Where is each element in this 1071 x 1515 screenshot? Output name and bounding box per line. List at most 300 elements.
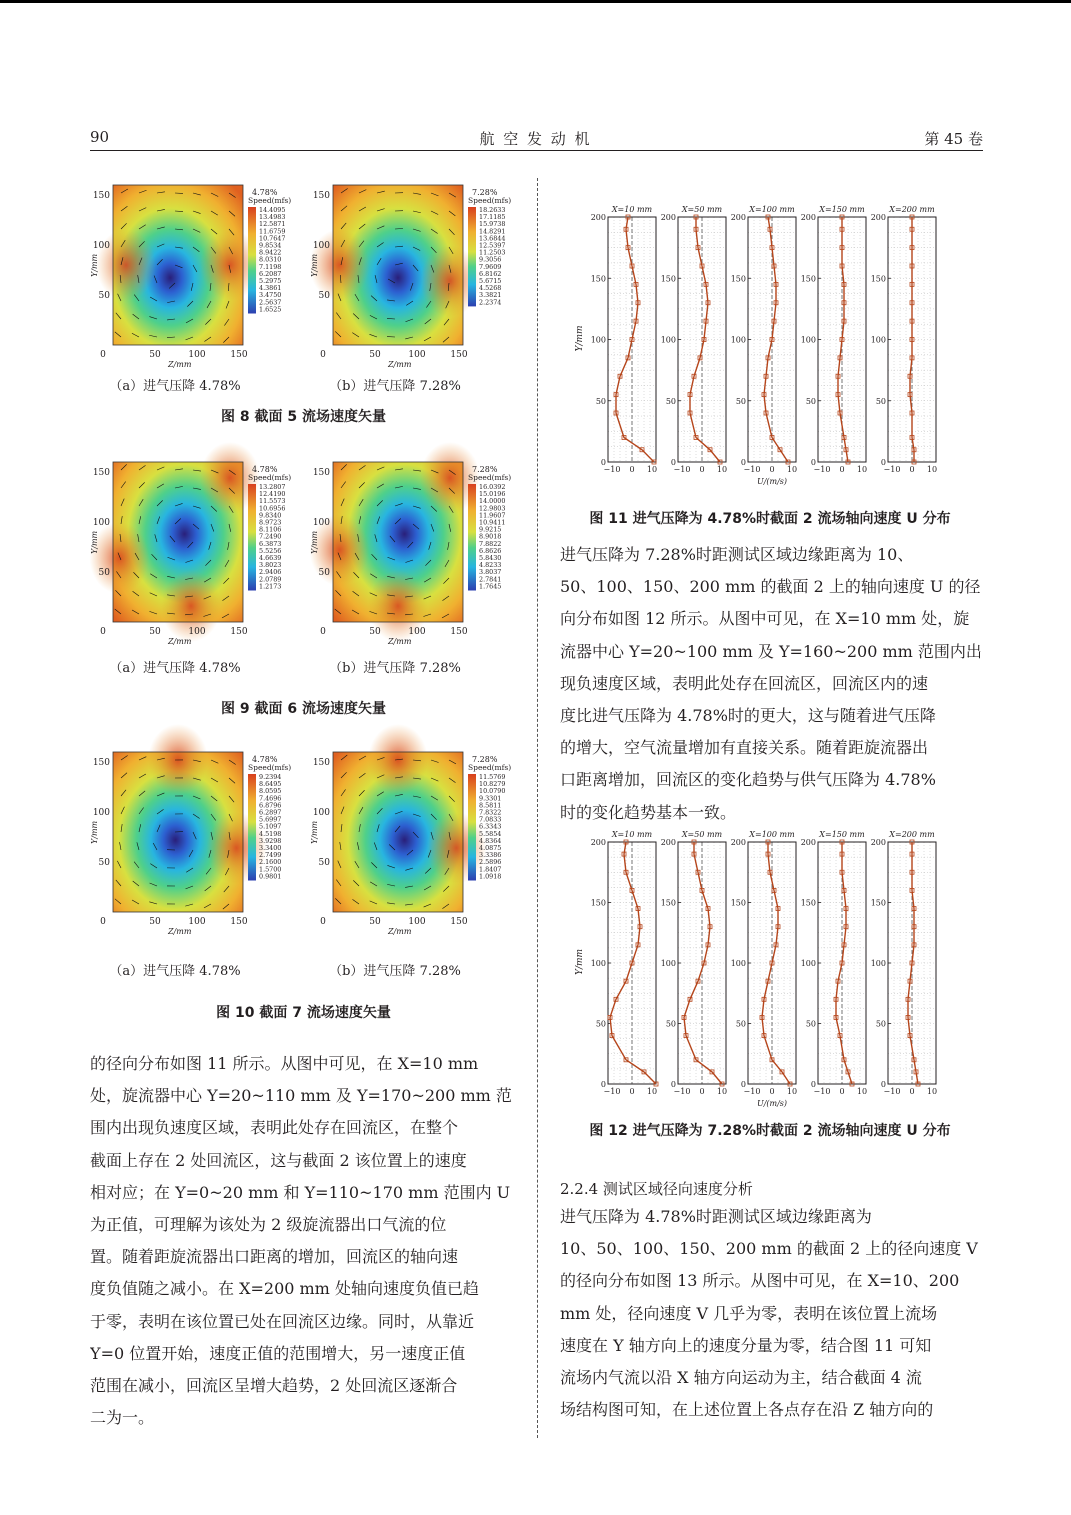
- x-tick-label: 0: [699, 1087, 705, 1096]
- legend-value: 10.9411: [479, 518, 506, 527]
- y-tick-label: 200: [800, 838, 816, 847]
- x-axis-label: U/(m/s): [756, 1099, 788, 1108]
- y-tick-label: 200: [660, 213, 676, 222]
- y-tick-label: 150: [312, 758, 330, 768]
- paragraph-line: 场结构图可知，在上述位置上各点存在沿 Z 轴方向的: [560, 1400, 934, 1420]
- y-tick-label: 100: [92, 241, 110, 251]
- x-tick-label: 100: [188, 350, 206, 360]
- legend-value: 7.1198: [259, 262, 282, 271]
- figure8-caption: 图 8 截面 5 流场速度矢量: [221, 409, 386, 425]
- legend-value: 6.8162: [479, 269, 502, 278]
- legend-value: 5.5256: [259, 546, 282, 555]
- x-axis-label: Z/mm: [168, 927, 192, 936]
- legend-value: 10.8279: [479, 780, 506, 789]
- legend-value: 4.6639: [259, 554, 282, 562]
- y-tick-label: 100: [660, 959, 676, 968]
- legend-value: 9.8340: [259, 511, 282, 520]
- y-tick-label: 0: [880, 458, 886, 467]
- x-tick-label: 150: [230, 627, 248, 637]
- panel-title: X=10 mm: [611, 830, 653, 839]
- x-tick-label: 0: [320, 627, 326, 637]
- paragraph-line: 进气压降为 7.28%时距测试区域边缘距离为 10、: [560, 545, 914, 564]
- paragraph-line: 置。随着距旋流器出口距离的增加，回流区的轴向速: [90, 1247, 459, 1267]
- x-tick-label: 10: [716, 1087, 728, 1096]
- y-tick-label: 200: [800, 213, 816, 222]
- y-tick-label: 150: [92, 468, 110, 478]
- legend-value: 3.4750: [259, 291, 282, 300]
- y-tick-label: 50: [875, 396, 886, 406]
- figure8-panel-a: [90, 185, 295, 369]
- legend-unit: Speed(mfs): [248, 196, 292, 205]
- legend-value: 4.5268: [479, 284, 502, 293]
- y-axis-label: Y/mm: [310, 820, 319, 844]
- figure10-panel-b: [310, 752, 515, 936]
- legend-value: 5.1097: [259, 822, 282, 831]
- page-number: 90: [90, 128, 110, 146]
- legend-unit: Speed(mfs): [248, 763, 292, 772]
- figure8-panel-b: [310, 185, 515, 369]
- y-tick-label: 150: [590, 898, 606, 908]
- y-tick-label: 150: [800, 274, 816, 284]
- legend-value: 3.8037: [479, 568, 502, 577]
- volume-label: 第 45 卷: [924, 130, 983, 148]
- y-tick-label: 150: [870, 274, 886, 284]
- x-tick-label: −10: [603, 465, 621, 474]
- legend-value: 2.7499: [259, 851, 282, 860]
- x-tick-label: 0: [629, 465, 635, 474]
- profile-panel: [661, 830, 727, 1096]
- legend-value: 11.2503: [479, 248, 506, 257]
- y-tick-label: 200: [730, 213, 746, 222]
- panel-title: X=150 mm: [819, 205, 865, 214]
- legend-value: 12.5871: [259, 220, 286, 229]
- x-tick-label: −10: [813, 465, 831, 474]
- figure9-caption: 图 9 截面 6 流场速度矢量: [221, 701, 386, 717]
- x-axis-label: U/(m/s): [756, 477, 788, 486]
- header-rule: [90, 150, 983, 151]
- legend-value: 12.4190: [259, 490, 286, 499]
- y-tick-label: 0: [810, 1080, 816, 1089]
- figure10-caption: 图 10 截面 7 流场速度矢量: [216, 1005, 391, 1021]
- legend-value: 0.9801: [259, 872, 282, 881]
- y-tick-label: 50: [805, 396, 816, 406]
- x-tick-label: 10: [646, 1087, 658, 1096]
- y-tick-label: 100: [800, 959, 816, 968]
- y-tick-label: 50: [595, 396, 606, 406]
- paragraph-line: 进气压降为 4.78%时距测试区域边缘距离为: [560, 1207, 872, 1226]
- y-tick-label: 100: [312, 241, 330, 251]
- y-tick-label: 100: [312, 808, 330, 818]
- subcaption: （b）进气压降 7.28%: [329, 661, 461, 676]
- x-tick-label: 0: [769, 1087, 775, 1096]
- subcaption: （a）进气压降 4.78%: [109, 379, 241, 394]
- legend-value: 18.2633: [479, 206, 506, 214]
- figure-11-caption: 图 11 进气压降为 4.78%时截面 2 流场轴向速度 U 分布: [589, 511, 951, 527]
- paragraph-line: 度比进气压降为 4.78%时的更大，这与随着进气压降: [560, 705, 936, 725]
- figure-12: [560, 820, 980, 1110]
- legend-title: 4.78%: [252, 465, 278, 474]
- panel-title: X=100 mm: [749, 205, 795, 214]
- x-tick-label: −10: [813, 1087, 831, 1096]
- y-tick-label: 100: [730, 335, 746, 345]
- y-tick-label: 0: [670, 458, 676, 467]
- legend-value: 9.9215: [479, 525, 502, 534]
- legend-value: 1.7645: [479, 582, 502, 591]
- legend-value: 10.7647: [259, 234, 286, 243]
- legend-value: 4.8233: [479, 561, 502, 570]
- y-tick-label: 50: [735, 1019, 746, 1029]
- y-tick-label: 0: [600, 458, 606, 467]
- profile-panel: [871, 830, 937, 1096]
- left-paragraph: [90, 1048, 517, 1434]
- legend-title: 7.28%: [472, 755, 498, 764]
- y-tick-label: 100: [590, 959, 606, 968]
- x-tick-label: 0: [320, 917, 326, 927]
- y-tick-label: 150: [800, 898, 816, 908]
- legend-value: 13.6844: [479, 234, 506, 243]
- legend-value: 12.9803: [479, 504, 506, 513]
- legend-value: 7.0833: [479, 815, 502, 824]
- paragraph-line: 相对应；在 Y=0~20 mm 和 Y=110~170 mm 范围内 U: [90, 1182, 511, 1202]
- legend-unit: Speed(mfs): [468, 763, 512, 772]
- x-axis-label: Z/mm: [388, 360, 412, 369]
- x-tick-label: 0: [320, 350, 326, 360]
- legend-value: 6.8626: [479, 546, 502, 555]
- legend-value: 8.5811: [479, 801, 502, 810]
- x-tick-label: 10: [856, 465, 868, 474]
- profile-panel: [591, 205, 657, 474]
- y-tick-label: 50: [595, 1019, 606, 1029]
- profile-panel: [801, 205, 867, 474]
- legend-value: 1.8407: [479, 865, 502, 874]
- legend-title: 4.78%: [252, 188, 278, 197]
- y-tick-label: 100: [92, 518, 110, 528]
- paragraph-line: 口距离增加，回流区的变化趋势与供气压降为 4.78%: [560, 770, 936, 790]
- legend-value: 15.0196: [479, 490, 506, 499]
- x-tick-label: 0: [839, 1087, 845, 1096]
- legend-unit: Speed(mfs): [248, 473, 292, 482]
- legend-value: 6.8796: [259, 801, 282, 810]
- legend-value: 14.8291: [479, 227, 506, 236]
- y-tick-label: 0: [740, 1080, 746, 1089]
- legend-value: 6.2087: [259, 269, 282, 278]
- panel-title: X=100 mm: [749, 830, 795, 839]
- x-tick-label: −10: [743, 1087, 761, 1096]
- panel-title: X=10 mm: [611, 205, 653, 214]
- x-tick-label: 10: [646, 465, 658, 474]
- journal-title: 航 空 发 动 机: [479, 130, 592, 148]
- y-tick-label: 200: [730, 838, 746, 847]
- panel-title: X=200 mm: [889, 830, 935, 839]
- x-tick-label: 150: [450, 917, 468, 927]
- y-tick-label: 0: [740, 458, 746, 467]
- paragraph-line: 流场内气流以沿 X 轴方向运动为主，结合截面 4 流: [560, 1367, 922, 1387]
- y-tick-label: 150: [730, 898, 746, 908]
- y-tick-label: 150: [870, 898, 886, 908]
- y-tick-label: 50: [318, 568, 330, 578]
- legend-value: 6.3343: [479, 822, 502, 831]
- subcaption: （a）进气压降 4.78%: [109, 964, 241, 979]
- legend-value: 4.3861: [259, 284, 282, 293]
- legend-value: 5.6715: [479, 277, 502, 285]
- y-tick-label: 150: [730, 274, 746, 284]
- legend-unit: Speed(mfs): [468, 473, 512, 482]
- y-axis-label: Y/mm: [575, 948, 585, 975]
- legend-value: 8.9422: [259, 248, 282, 257]
- legend-value: 11.9607: [479, 511, 506, 520]
- y-axis-label: Y/mm: [90, 253, 99, 277]
- legend-value: 9.8534: [259, 241, 282, 250]
- y-axis-label: Y/mm: [90, 820, 99, 844]
- y-tick-label: 50: [665, 396, 676, 406]
- legend-value: 7.4696: [259, 794, 282, 803]
- paragraph-line: 10、50、100、150、200 mm 的截面 2 上的径向速度 V: [560, 1239, 978, 1259]
- paragraph-line: 现负速度区域，表明此处存在回流区，回流区内的速: [560, 673, 929, 693]
- x-tick-label: 10: [716, 465, 728, 474]
- y-tick-label: 0: [880, 1080, 886, 1089]
- paragraph-line: Y=0 位置开始，速度正值的范围增大，另一速度正值: [90, 1343, 466, 1363]
- x-tick-label: 150: [450, 350, 468, 360]
- x-tick-label: 50: [369, 917, 381, 927]
- legend-value: 14.4095: [259, 206, 286, 214]
- legend-value: 16.0392: [479, 483, 506, 491]
- x-tick-label: 0: [100, 350, 106, 360]
- legend-value: 4.8364: [479, 836, 502, 845]
- legend-value: 8.9018: [479, 532, 502, 541]
- subcaption: （b）进气压降 7.28%: [329, 964, 461, 979]
- legend-value: 10.6956: [259, 504, 286, 513]
- legend-value: 2.5637: [259, 298, 282, 307]
- paragraph-line: 围内出现负速度区域，表明此处存在回流区，在整个: [90, 1118, 459, 1138]
- profile-panel: [661, 205, 727, 474]
- legend-value: 2.5896: [479, 858, 502, 867]
- x-tick-label: 50: [369, 627, 381, 637]
- x-tick-label: 150: [230, 350, 248, 360]
- y-tick-label: 50: [805, 1019, 816, 1029]
- y-tick-label: 200: [870, 213, 886, 222]
- y-tick-label: 100: [312, 518, 330, 528]
- legend-value: 5.6997: [259, 815, 282, 824]
- x-tick-label: 100: [408, 627, 426, 637]
- right-paragraph-1: [560, 539, 983, 829]
- panel-title: X=150 mm: [819, 830, 865, 839]
- profile-panel: [591, 830, 658, 1096]
- subcaption: （a）进气压降 4.78%: [109, 661, 241, 676]
- y-tick-label: 50: [735, 396, 746, 406]
- profile-panel: [731, 205, 797, 474]
- legend-value: 2.7841: [479, 575, 502, 584]
- legend-value: 3.3400: [259, 844, 282, 852]
- y-tick-label: 0: [600, 1080, 606, 1089]
- legend-value: 3.9298: [259, 836, 282, 845]
- y-tick-label: 150: [92, 191, 110, 201]
- y-tick-label: 50: [875, 1019, 886, 1029]
- legend-value: 8.0310: [259, 255, 282, 264]
- legend-value: 7.8322: [479, 808, 502, 817]
- legend-value: 1.6525: [259, 305, 282, 314]
- y-tick-label: 100: [800, 335, 816, 345]
- paragraph-line: 50、100、150、200 mm 的截面 2 上的轴向速度 U 的径: [560, 577, 981, 597]
- y-tick-label: 200: [590, 838, 606, 847]
- legend-value: 2.9406: [259, 568, 282, 577]
- y-axis-label: Y/mm: [575, 325, 585, 352]
- x-axis-label: Z/mm: [388, 637, 412, 646]
- legend-value: 2.1600: [259, 858, 282, 867]
- x-tick-label: −10: [883, 1087, 901, 1096]
- legend-value: 1.0918: [479, 872, 502, 881]
- legend-value: 14.0000: [479, 497, 506, 506]
- legend-value: 11.5573: [259, 497, 286, 506]
- y-tick-label: 50: [665, 1019, 676, 1029]
- y-tick-label: 200: [590, 213, 606, 222]
- paragraph-line: 范围在减小，回流区呈增大趋势，2 处回流区逐渐合: [90, 1375, 458, 1395]
- right-paragraph-2: [560, 1201, 983, 1426]
- legend-value: 5.2975: [259, 277, 282, 285]
- paragraph-line: 的增大，空气流量增加有直接关系。随着距旋流器出: [560, 738, 929, 758]
- x-tick-label: −10: [603, 1087, 621, 1096]
- x-tick-label: 150: [450, 627, 468, 637]
- paragraph-line: mm 处，径向速度 V 几乎为零，表明在该位置上流场: [560, 1303, 938, 1323]
- y-tick-label: 50: [318, 858, 330, 868]
- x-tick-label: 10: [786, 465, 798, 474]
- paragraph-line: 流器中心 Y=20~100 mm 及 Y=160~200 mm 范围内出: [560, 641, 982, 661]
- figure9-panel-b: [310, 462, 515, 646]
- legend-value: 13.4983: [259, 213, 286, 222]
- figure10-panel-a: [90, 752, 295, 936]
- legend-value: 17.1185: [479, 213, 506, 222]
- legend-value: 6.3873: [259, 539, 282, 548]
- y-tick-label: 150: [312, 468, 330, 478]
- legend-value: 4.0875: [479, 844, 502, 852]
- legend-value: 8.0595: [259, 787, 282, 796]
- panel-title: X=50 mm: [681, 830, 723, 839]
- y-tick-label: 100: [730, 959, 746, 968]
- legend-value: 10.0790: [479, 787, 506, 796]
- panel-title: X=200 mm: [889, 205, 935, 214]
- y-tick-label: 150: [590, 274, 606, 284]
- y-tick-label: 150: [660, 898, 676, 908]
- x-tick-label: 0: [909, 465, 915, 474]
- legend-value: 6.2897: [259, 808, 282, 817]
- legend-value: 8.6495: [259, 780, 282, 789]
- figure-12-caption: 图 12 进气压降为 7.28%时截面 2 流场轴向速度 U 分布: [589, 1123, 951, 1139]
- legend-value: 3.8023: [259, 561, 282, 570]
- x-tick-label: 0: [769, 465, 775, 474]
- paragraph-line: 的径向分布如图 13 所示。从图中可见，在 X=10、200: [560, 1271, 960, 1291]
- legend-value: 9.3056: [479, 255, 502, 264]
- legend-value: 12.5397: [479, 241, 506, 250]
- y-tick-label: 100: [870, 959, 886, 968]
- paragraph-line: 二为一。: [90, 1408, 155, 1428]
- panel-title: X=50 mm: [681, 205, 723, 214]
- legend-value: 5.5854: [479, 829, 502, 838]
- x-tick-label: 0: [909, 1087, 915, 1096]
- legend-value: 11.6759: [259, 227, 286, 236]
- y-tick-label: 50: [318, 291, 330, 301]
- y-tick-label: 150: [660, 274, 676, 284]
- legend-title: 4.78%: [252, 755, 278, 764]
- x-tick-label: 50: [149, 350, 161, 360]
- y-axis-label: Y/mm: [90, 530, 99, 554]
- legend-unit: Speed(mfs): [468, 196, 512, 205]
- figure-11: [560, 195, 980, 495]
- profile-panel: [731, 830, 797, 1096]
- x-tick-label: 0: [100, 917, 106, 927]
- y-tick-label: 100: [92, 808, 110, 818]
- section-heading: 2.2.4 测试区域径向速度分析: [560, 1180, 753, 1198]
- y-tick-label: 50: [98, 291, 110, 301]
- y-tick-label: 100: [660, 335, 676, 345]
- legend-value: 1.2173: [259, 582, 282, 591]
- x-tick-label: 10: [926, 465, 938, 474]
- figure9-panel-a: [90, 462, 295, 646]
- y-tick-label: 0: [810, 458, 816, 467]
- paragraph-line: 为正值，可理解为该处为 2 级旋流器出口气流的位: [90, 1214, 447, 1234]
- x-axis-label: Z/mm: [168, 360, 192, 369]
- subcaption: （b）进气压降 7.28%: [329, 379, 461, 394]
- profile-panel: [801, 830, 867, 1096]
- x-tick-label: 0: [699, 465, 705, 474]
- legend-value: 11.5769: [479, 773, 506, 781]
- x-tick-label: 50: [149, 627, 161, 637]
- y-tick-label: 100: [870, 335, 886, 345]
- legend-value: 1.5700: [259, 865, 282, 874]
- legend-value: 8.1106: [259, 525, 282, 534]
- paragraph-line: 的径向分布如图 11 所示。从图中可见，在 X=10 mm: [90, 1054, 479, 1073]
- x-tick-label: −10: [673, 465, 691, 474]
- x-tick-label: 50: [149, 917, 161, 927]
- x-tick-label: 10: [786, 1087, 798, 1096]
- x-tick-label: 10: [926, 1087, 938, 1096]
- legend-value: 3.3821: [479, 291, 502, 300]
- x-tick-label: 10: [856, 1087, 868, 1096]
- paragraph-line: 时的变化趋势基本一致。: [560, 802, 737, 822]
- legend-value: 9.2394: [259, 773, 282, 781]
- y-tick-label: 100: [590, 335, 606, 345]
- legend-value: 7.8822: [479, 539, 502, 548]
- x-tick-label: −10: [673, 1087, 691, 1096]
- paragraph-line: 度负值随之减小。在 X=200 mm 处轴向速度负值已趋: [90, 1279, 479, 1299]
- x-tick-label: 100: [408, 350, 426, 360]
- x-tick-label: 100: [188, 917, 206, 927]
- legend-title: 7.28%: [472, 188, 498, 197]
- profile-line: [910, 217, 914, 462]
- y-tick-label: 0: [670, 1080, 676, 1089]
- x-tick-label: −10: [883, 465, 901, 474]
- y-axis-label: Y/mm: [310, 530, 319, 554]
- y-tick-label: 200: [870, 838, 886, 847]
- x-tick-label: 100: [408, 917, 426, 927]
- paragraph-line: 向分布如图 12 所示。从图中可见，在 X=10 mm 处，旋: [560, 609, 970, 629]
- x-tick-label: 50: [369, 350, 381, 360]
- legend-value: 15.9738: [479, 220, 506, 229]
- legend-value: 7.2490: [259, 532, 282, 541]
- y-tick-label: 150: [92, 758, 110, 768]
- profile-panel: [871, 205, 937, 474]
- legend-value: 7.9609: [479, 262, 502, 271]
- column-divider: [537, 178, 538, 1438]
- x-axis-label: Z/mm: [168, 637, 192, 646]
- y-axis-label: Y/mm: [310, 253, 319, 277]
- legend-value: 4.5198: [259, 829, 282, 838]
- paragraph-line: 处，旋流器中心 Y=20~110 mm 及 Y=170~200 mm 范: [90, 1086, 512, 1106]
- legend-value: 9.3301: [479, 794, 502, 803]
- paragraph-line: 截面上存在 2 处回流区，这与截面 2 该位置上的速度: [90, 1150, 467, 1170]
- legend-value: 13.2807: [259, 483, 286, 491]
- x-axis-label: Z/mm: [388, 927, 412, 936]
- x-tick-label: 150: [230, 917, 248, 927]
- legend-title: 7.28%: [472, 465, 498, 474]
